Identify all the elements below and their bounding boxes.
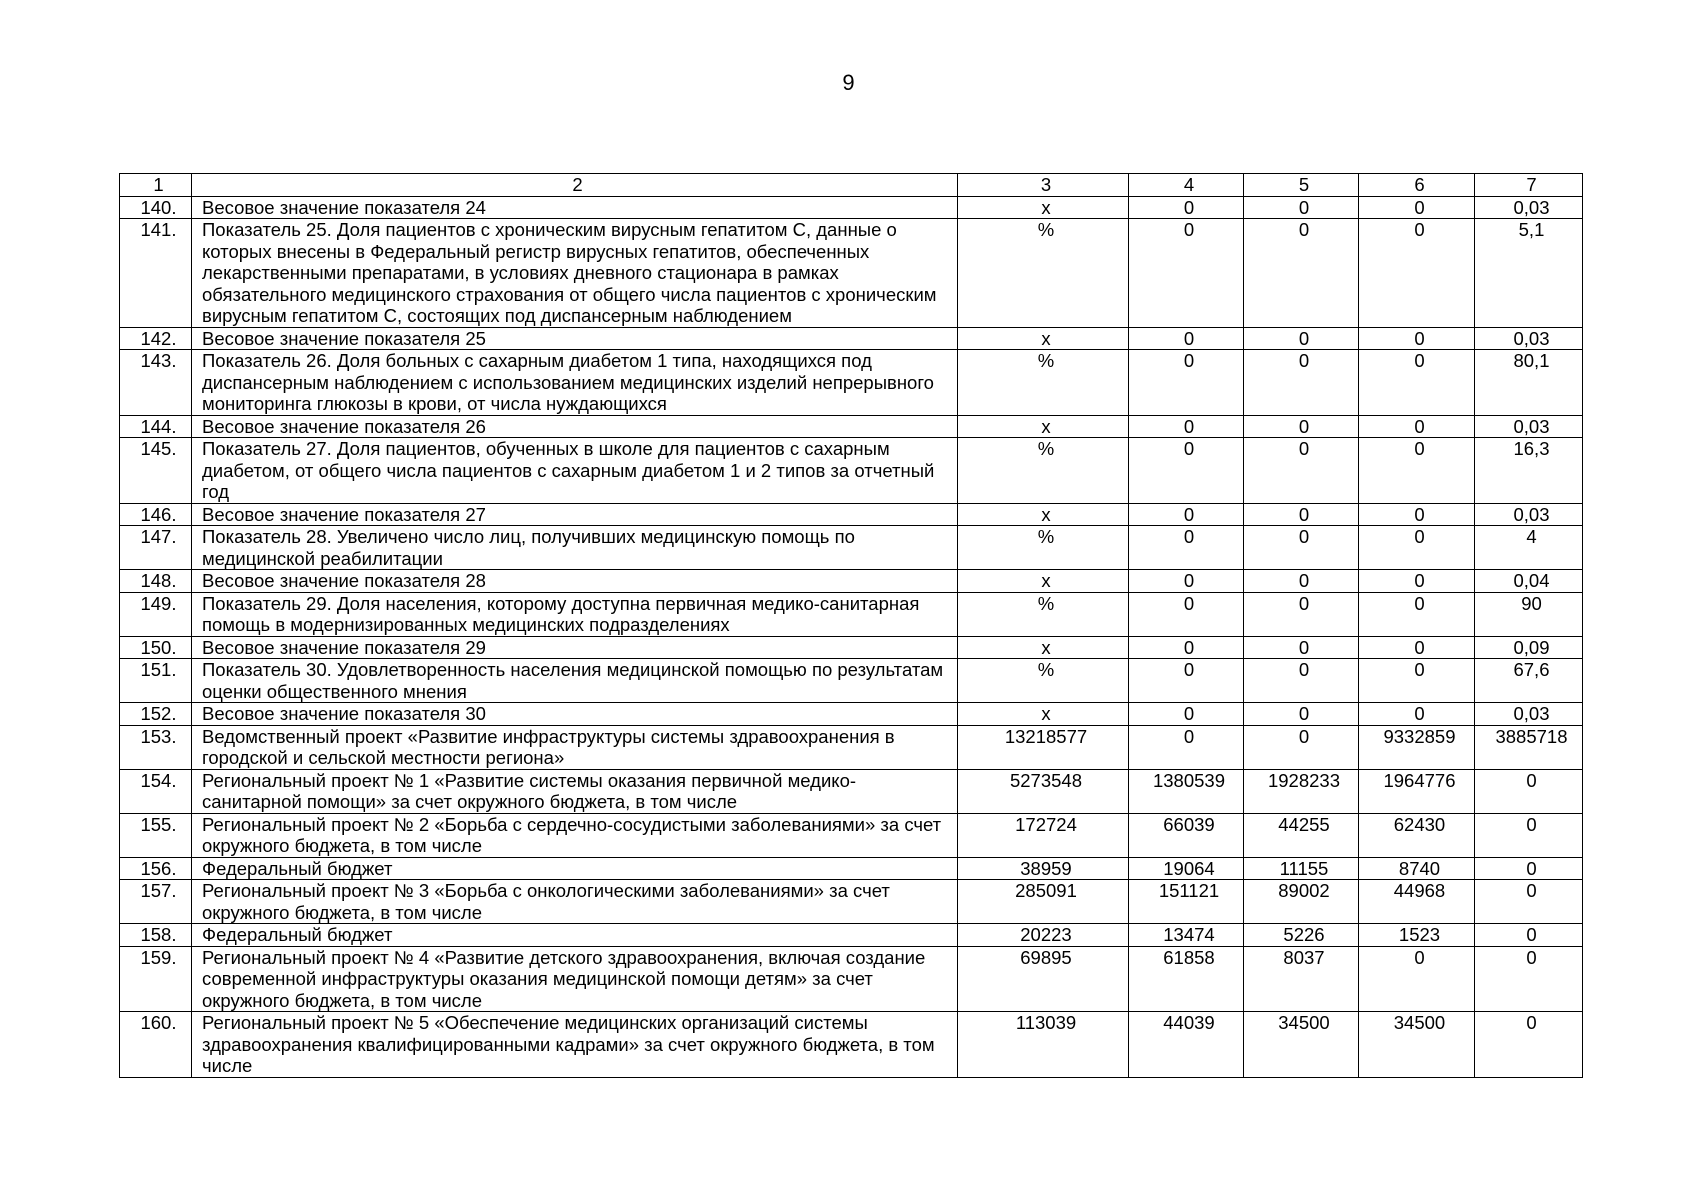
value-col-5: 89002 <box>1244 880 1359 924</box>
row-number: 151. <box>120 659 192 703</box>
value-col-7: 0,03 <box>1475 503 1583 526</box>
row-description: Ведомственный проект «Развитие инфраструктуры системы здравоохранения в городской и сельской местности региона» <box>192 725 958 769</box>
value-col-3: х <box>958 703 1129 726</box>
row-description: Весовое значение показателя 25 <box>192 327 958 350</box>
value-col-4: 0 <box>1129 570 1244 593</box>
value-col-5: 1928233 <box>1244 769 1359 813</box>
value-col-6: 8740 <box>1359 857 1475 880</box>
row-description: Весовое значение показателя 29 <box>192 636 958 659</box>
row-description: Весовое значение показателя 30 <box>192 703 958 726</box>
value-col-3: 285091 <box>958 880 1129 924</box>
row-description: Показатель 26. Доля больных с сахарным диабетом 1 типа, находящихся под диспансерным наблюдением с использованием медицинских изделий непрерывного мониторинга глюкозы в крови, от числа нуждающихся <box>192 350 958 416</box>
row-description: Показатель 29. Доля населения, которому доступна первичная медико-санитарная помощь в модернизированных медицинских подразделениях <box>192 592 958 636</box>
value-col-4: 0 <box>1129 503 1244 526</box>
value-col-7: 0,03 <box>1475 703 1583 726</box>
table-row <box>120 725 1583 769</box>
page-number: 9 <box>842 70 855 95</box>
value-col-5: 0 <box>1244 415 1359 438</box>
row-number: 159. <box>120 946 192 1012</box>
value-col-3: % <box>958 659 1129 703</box>
value-col-3: х <box>958 196 1129 219</box>
column-header: 2 <box>192 174 958 197</box>
row-description: Региональный проект № 2 «Борьба с сердечно-сосудистыми заболеваниями» за счет окружного бюджета, в том числе <box>192 813 958 857</box>
row-description: Весовое значение показателя 24 <box>192 196 958 219</box>
value-col-7: 3885718 <box>1475 725 1583 769</box>
row-number: 144. <box>120 415 192 438</box>
value-col-6: 1964776 <box>1359 769 1475 813</box>
value-col-6: 34500 <box>1359 1012 1475 1078</box>
value-col-7: 5,1 <box>1475 219 1583 328</box>
table-row <box>120 659 1583 703</box>
value-col-3: % <box>958 219 1129 328</box>
table-row <box>120 196 1583 219</box>
value-col-5: 0 <box>1244 570 1359 593</box>
value-col-7: 0,03 <box>1475 196 1583 219</box>
value-col-7: 0 <box>1475 1012 1583 1078</box>
value-col-6: 0 <box>1359 592 1475 636</box>
value-col-6: 1523 <box>1359 924 1475 947</box>
row-number: 160. <box>120 1012 192 1078</box>
value-col-5: 0 <box>1244 327 1359 350</box>
value-col-5: 0 <box>1244 659 1359 703</box>
value-col-4: 0 <box>1129 350 1244 416</box>
row-number: 157. <box>120 880 192 924</box>
value-col-4: 0 <box>1129 592 1244 636</box>
row-number: 152. <box>120 703 192 726</box>
table-row <box>120 924 1583 947</box>
row-description: Федеральный бюджет <box>192 857 958 880</box>
value-col-6: 0 <box>1359 196 1475 219</box>
value-col-4: 0 <box>1129 415 1244 438</box>
value-col-3: х <box>958 327 1129 350</box>
value-col-5: 0 <box>1244 725 1359 769</box>
row-description: Весовое значение показателя 27 <box>192 503 958 526</box>
table-row <box>120 592 1583 636</box>
value-col-6: 0 <box>1359 636 1475 659</box>
value-col-7: 0,09 <box>1475 636 1583 659</box>
value-col-5: 8037 <box>1244 946 1359 1012</box>
value-col-5: 0 <box>1244 592 1359 636</box>
table-row <box>120 415 1583 438</box>
row-number: 153. <box>120 725 192 769</box>
value-col-5: 5226 <box>1244 924 1359 947</box>
value-col-3: 38959 <box>958 857 1129 880</box>
value-col-5: 0 <box>1244 438 1359 504</box>
row-description: Показатель 25. Доля пациентов с хроническим вирусным гепатитом С, данные о которых внесены в Федеральный регистр вирусных гепатитов, обеспеченных лекарственными препаратами, в условиях дневного стационара в рамках обязательного медицинского страхования от общего числа пациентов с хроническим вирусным гепатитом С, состоящих под диспансерным наблюдением <box>192 219 958 328</box>
data-table <box>119 173 1583 1078</box>
value-col-4: 151121 <box>1129 880 1244 924</box>
row-description: Региональный проект № 5 «Обеспечение медицинских организаций системы здравоохранения квалифицированными кадрами» за счет окружного бюджета, в том числе <box>192 1012 958 1078</box>
value-col-3: 13218577 <box>958 725 1129 769</box>
row-description: Региональный проект № 3 «Борьба с онкологическими заболеваниями» за счет окружного бюджета, в том числе <box>192 880 958 924</box>
column-header: 3 <box>958 174 1129 197</box>
table-row <box>120 570 1583 593</box>
value-col-3: 69895 <box>958 946 1129 1012</box>
value-col-5: 0 <box>1244 636 1359 659</box>
table-row <box>120 880 1583 924</box>
value-col-3: х <box>958 503 1129 526</box>
value-col-7: 0,03 <box>1475 327 1583 350</box>
row-number: 147. <box>120 526 192 570</box>
value-col-5: 0 <box>1244 350 1359 416</box>
row-number: 154. <box>120 769 192 813</box>
value-col-7: 0,03 <box>1475 415 1583 438</box>
value-col-4: 0 <box>1129 703 1244 726</box>
value-col-3: х <box>958 570 1129 593</box>
value-col-3: х <box>958 415 1129 438</box>
value-col-3: % <box>958 592 1129 636</box>
table-row <box>120 438 1583 504</box>
value-col-3: 5273548 <box>958 769 1129 813</box>
value-col-7: 90 <box>1475 592 1583 636</box>
value-col-3: % <box>958 526 1129 570</box>
column-header: 4 <box>1129 174 1244 197</box>
value-col-5: 0 <box>1244 503 1359 526</box>
value-col-4: 1380539 <box>1129 769 1244 813</box>
row-description: Региональный проект № 1 «Развитие системы оказания первичной медико-санитарной помощи» за счет окружного бюджета, в том числе <box>192 769 958 813</box>
row-number: 158. <box>120 924 192 947</box>
value-col-3: 20223 <box>958 924 1129 947</box>
row-number: 145. <box>120 438 192 504</box>
table-row <box>120 703 1583 726</box>
row-number: 155. <box>120 813 192 857</box>
value-col-6: 0 <box>1359 946 1475 1012</box>
value-col-7: 0 <box>1475 880 1583 924</box>
row-description: Показатель 27. Доля пациентов, обученных в школе для пациентов с сахарным диабетом, от общего числа пациентов с сахарным диабетом 1 и 2 типов за отчетный год <box>192 438 958 504</box>
table-header-row <box>120 174 1583 197</box>
row-number: 146. <box>120 503 192 526</box>
value-col-6: 0 <box>1359 503 1475 526</box>
value-col-7: 0 <box>1475 924 1583 947</box>
value-col-5: 0 <box>1244 526 1359 570</box>
value-col-4: 0 <box>1129 725 1244 769</box>
value-col-6: 9332859 <box>1359 725 1475 769</box>
value-col-5: 34500 <box>1244 1012 1359 1078</box>
table-row <box>120 1012 1583 1078</box>
value-col-6: 0 <box>1359 438 1475 504</box>
row-number: 148. <box>120 570 192 593</box>
value-col-7: 80,1 <box>1475 350 1583 416</box>
table-row <box>120 219 1583 328</box>
row-description: Региональный проект № 4 «Развитие детского здравоохранения, включая создание современной инфраструктуры оказания медицинской помощи детям» за счет окружного бюджета, в том числе <box>192 946 958 1012</box>
value-col-3: % <box>958 438 1129 504</box>
value-col-6: 0 <box>1359 659 1475 703</box>
row-number: 142. <box>120 327 192 350</box>
value-col-3: 172724 <box>958 813 1129 857</box>
value-col-5: 0 <box>1244 219 1359 328</box>
value-col-4: 19064 <box>1129 857 1244 880</box>
value-col-3: % <box>958 350 1129 416</box>
value-col-6: 0 <box>1359 703 1475 726</box>
value-col-4: 0 <box>1129 438 1244 504</box>
row-description: Весовое значение показателя 26 <box>192 415 958 438</box>
value-col-4: 61858 <box>1129 946 1244 1012</box>
row-description: Весовое значение показателя 28 <box>192 570 958 593</box>
value-col-7: 0 <box>1475 769 1583 813</box>
value-col-4: 0 <box>1129 526 1244 570</box>
value-col-3: 113039 <box>958 1012 1129 1078</box>
value-col-5: 11155 <box>1244 857 1359 880</box>
value-col-5: 0 <box>1244 196 1359 219</box>
value-col-5: 0 <box>1244 703 1359 726</box>
row-description: Показатель 30. Удовлетворенность населения медицинской помощью по результатам оценки общественного мнения <box>192 659 958 703</box>
row-description: Федеральный бюджет <box>192 924 958 947</box>
table-row <box>120 526 1583 570</box>
value-col-6: 0 <box>1359 526 1475 570</box>
value-col-7: 0 <box>1475 946 1583 1012</box>
value-col-6: 62430 <box>1359 813 1475 857</box>
table-row <box>120 946 1583 1012</box>
table-row <box>120 769 1583 813</box>
value-col-4: 44039 <box>1129 1012 1244 1078</box>
value-col-4: 0 <box>1129 636 1244 659</box>
row-number: 150. <box>120 636 192 659</box>
value-col-6: 0 <box>1359 219 1475 328</box>
value-col-6: 0 <box>1359 415 1475 438</box>
column-header: 6 <box>1359 174 1475 197</box>
value-col-6: 0 <box>1359 570 1475 593</box>
row-number: 149. <box>120 592 192 636</box>
table-row <box>120 636 1583 659</box>
table-row <box>120 857 1583 880</box>
row-description: Показатель 28. Увеличено число лиц, получивших медицинскую помощь по медицинской реабилитации <box>192 526 958 570</box>
value-col-7: 0,04 <box>1475 570 1583 593</box>
row-number: 140. <box>120 196 192 219</box>
value-col-7: 0 <box>1475 813 1583 857</box>
value-col-4: 0 <box>1129 196 1244 219</box>
value-col-4: 0 <box>1129 659 1244 703</box>
value-col-6: 0 <box>1359 350 1475 416</box>
value-col-7: 0 <box>1475 857 1583 880</box>
row-number: 156. <box>120 857 192 880</box>
value-col-3: х <box>958 636 1129 659</box>
value-col-4: 0 <box>1129 219 1244 328</box>
column-header: 5 <box>1244 174 1359 197</box>
value-col-6: 44968 <box>1359 880 1475 924</box>
value-col-7: 4 <box>1475 526 1583 570</box>
value-col-4: 66039 <box>1129 813 1244 857</box>
table-row <box>120 350 1583 416</box>
column-header: 1 <box>120 174 192 197</box>
column-header: 7 <box>1475 174 1583 197</box>
value-col-5: 44255 <box>1244 813 1359 857</box>
row-number: 143. <box>120 350 192 416</box>
value-col-7: 16,3 <box>1475 438 1583 504</box>
value-col-7: 67,6 <box>1475 659 1583 703</box>
row-number: 141. <box>120 219 192 328</box>
table-row <box>120 813 1583 857</box>
value-col-6: 0 <box>1359 327 1475 350</box>
value-col-4: 0 <box>1129 327 1244 350</box>
table-row <box>120 327 1583 350</box>
table-row <box>120 503 1583 526</box>
value-col-4: 13474 <box>1129 924 1244 947</box>
